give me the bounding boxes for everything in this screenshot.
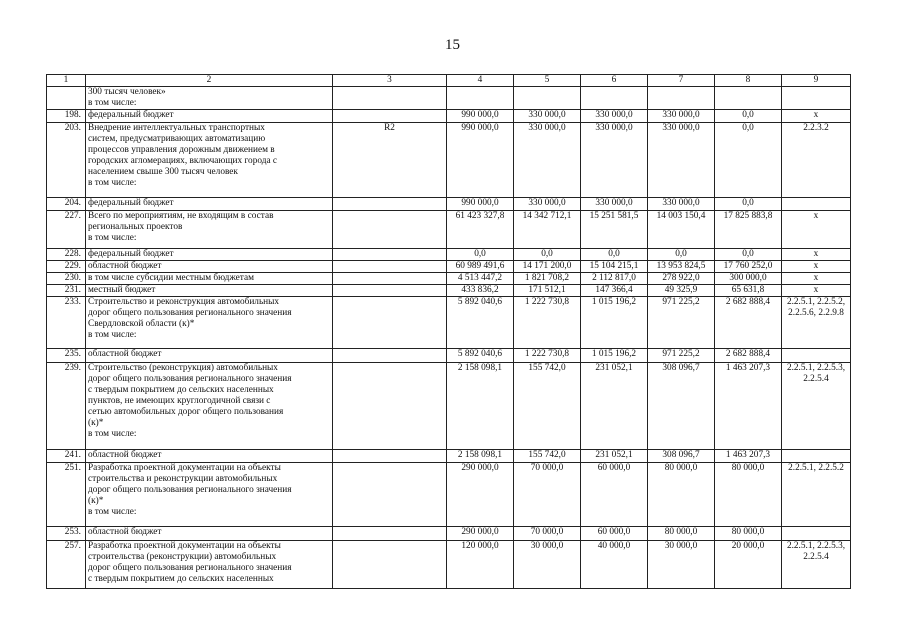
row-total: 290 000,0 — [447, 463, 514, 527]
header-col-1: 1 — [47, 75, 86, 87]
row-name — [86, 198, 333, 211]
row-year-1: 0,0 — [514, 249, 581, 261]
row-name-line: Разработка проектной документации на объекты — [88, 541, 281, 551]
row-code — [333, 349, 447, 363]
row-code — [333, 198, 447, 211]
row-code — [333, 87, 447, 110]
row-target-ref: x — [782, 273, 851, 285]
row-name-line: городских агломерациях, включающих города с — [88, 156, 278, 166]
row-year-4: 2 682 888,4 — [715, 349, 782, 363]
header-col-8: 8 — [715, 75, 782, 87]
row-year-1: 155 742,0 — [514, 363, 581, 450]
row-name-line: с твердым покрытием до сельских населенных — [88, 574, 274, 584]
row-number: 229. — [47, 261, 86, 273]
row-name-line: Строительство и реконструкция автомобильных — [88, 297, 280, 307]
row-year-4: 20 000,0 — [715, 541, 782, 589]
row-name-line: в том числе: — [88, 330, 137, 340]
row-target-ref: 2.2.5.1, 2.2.5.2 — [782, 463, 851, 527]
row-number: 227. — [47, 211, 86, 249]
row-total: 60 989 491,6 — [447, 261, 514, 273]
row-name-line: в том числе: — [88, 98, 137, 108]
row-name — [86, 541, 333, 589]
row-code: R2 — [333, 123, 447, 198]
row-year-1: 70 000,0 — [514, 463, 581, 527]
row-year-1: 171 512,1 — [514, 285, 581, 297]
row-name-line: в том числе субсидии местным бюджетам — [88, 273, 254, 283]
row-year-3: 330 000,0 — [648, 198, 715, 211]
row-year-3: 971 225,2 — [648, 349, 715, 363]
table-row — [47, 527, 851, 541]
row-year-1: 14 342 712,1 — [514, 211, 581, 249]
row-year-1: 30 000,0 — [514, 541, 581, 589]
table-row — [47, 273, 851, 285]
row-year-3: 971 225,2 — [648, 297, 715, 349]
table-body — [47, 87, 851, 589]
row-number: 257. — [47, 541, 86, 589]
row-name-line: областной бюджет — [88, 261, 162, 271]
row-year-3: 30 000,0 — [648, 541, 715, 589]
row-name — [86, 273, 333, 285]
row-year-4: 1 463 207,3 — [715, 363, 782, 450]
row-number: 233. — [47, 297, 86, 349]
row-name-line: 300 тысяч человек» — [88, 87, 166, 97]
row-code — [333, 363, 447, 450]
row-number: 253. — [47, 527, 86, 541]
row-name-line: Свердловской области (к)* — [88, 319, 195, 329]
row-year-1: 330 000,0 — [514, 110, 581, 123]
row-year-2: 147 366,4 — [581, 285, 648, 297]
row-name-line: местный бюджет — [88, 285, 156, 295]
row-name — [86, 261, 333, 273]
row-target-ref: 2.2.5.1, 2.2.5.2, 2.2.5.6, 2.2.9.8 — [782, 297, 851, 349]
row-name-line: в том числе: — [88, 178, 137, 188]
row-year-2: 330 000,0 — [581, 198, 648, 211]
header-col-4: 4 — [447, 75, 514, 87]
table-row — [47, 450, 851, 463]
row-name-line: (к)* — [88, 496, 104, 506]
row-year-1: 1 222 730,8 — [514, 297, 581, 349]
row-name-line: областной бюджет — [88, 450, 162, 460]
row-year-3: 49 325,9 — [648, 285, 715, 297]
row-target-ref: x — [782, 211, 851, 249]
row-year-2: 15 251 581,5 — [581, 211, 648, 249]
row-number: 231. — [47, 285, 86, 297]
table-row — [47, 110, 851, 123]
table-row — [47, 349, 851, 363]
row-total: 990 000,0 — [447, 198, 514, 211]
row-target-ref — [782, 527, 851, 541]
row-name-line: федеральный бюджет — [88, 249, 174, 259]
header-col-5: 5 — [514, 75, 581, 87]
row-code — [333, 297, 447, 349]
row-year-3: 14 003 150,4 — [648, 211, 715, 249]
row-code — [333, 273, 447, 285]
row-year-1: 1 222 730,8 — [514, 349, 581, 363]
row-name — [86, 110, 333, 123]
row-number: 251. — [47, 463, 86, 527]
row-year-3: 80 000,0 — [648, 463, 715, 527]
row-name-line: процессов управления дорожным движением в — [88, 145, 275, 155]
row-name-line: региональных проектов — [88, 222, 183, 232]
row-name-line: населением свыше 300 тысяч человек — [88, 167, 238, 177]
row-year-4: 0,0 — [715, 198, 782, 211]
row-code — [333, 110, 447, 123]
row-total: 61 423 327,8 — [447, 211, 514, 249]
row-code — [333, 261, 447, 273]
row-name-line: в том числе: — [88, 429, 137, 439]
row-year-2: 330 000,0 — [581, 123, 648, 198]
row-total: 2 158 098,1 — [447, 450, 514, 463]
row-year-4: 1 463 207,3 — [715, 450, 782, 463]
budget-table — [46, 74, 851, 589]
row-code — [333, 211, 447, 249]
row-name-line: в том числе: — [88, 233, 137, 243]
row-code — [333, 285, 447, 297]
row-target-ref: 2.2.3.2 — [782, 123, 851, 198]
page-number: 15 — [445, 37, 460, 53]
table-row — [47, 87, 851, 110]
table-row — [47, 261, 851, 273]
table-row — [47, 463, 851, 527]
row-name — [86, 123, 333, 198]
row-name — [86, 349, 333, 363]
row-year-3 — [648, 87, 715, 110]
row-number: 198. — [47, 110, 86, 123]
row-year-2: 231 052,1 — [581, 450, 648, 463]
row-target-ref: 2.2.5.1, 2.2.5.3, 2.2.5.4 — [782, 363, 851, 450]
row-number: 228. — [47, 249, 86, 261]
table-row — [47, 211, 851, 249]
row-total: 4 513 447,2 — [447, 273, 514, 285]
table-header-row — [47, 75, 851, 87]
row-year-3: 13 953 824,5 — [648, 261, 715, 273]
row-year-4: 80 000,0 — [715, 463, 782, 527]
table-row — [47, 249, 851, 261]
row-name-line: дорог общего пользования регионального значения — [88, 485, 292, 495]
row-name-line: дорог общего пользования регионального значения — [88, 563, 292, 573]
row-year-2: 1 015 196,2 — [581, 349, 648, 363]
row-name — [86, 527, 333, 541]
row-year-4: 2 682 888,4 — [715, 297, 782, 349]
row-target-ref: x — [782, 110, 851, 123]
row-total — [447, 87, 514, 110]
row-name — [86, 211, 333, 249]
row-total: 290 000,0 — [447, 527, 514, 541]
row-total: 120 000,0 — [447, 541, 514, 589]
row-target-ref — [782, 349, 851, 363]
row-year-2: 0,0 — [581, 249, 648, 261]
row-target-ref — [782, 450, 851, 463]
row-year-1: 330 000,0 — [514, 123, 581, 198]
row-name — [86, 363, 333, 450]
row-year-1: 330 000,0 — [514, 198, 581, 211]
row-year-2: 330 000,0 — [581, 110, 648, 123]
row-total: 990 000,0 — [447, 123, 514, 198]
row-name — [86, 450, 333, 463]
row-name-line: (к)* — [88, 418, 104, 428]
row-year-3: 0,0 — [648, 249, 715, 261]
row-target-ref: 2.2.5.1, 2.2.5.3, 2.2.5.4 — [782, 541, 851, 589]
row-name — [86, 285, 333, 297]
row-name-line: дорог общего пользования регионального значения — [88, 374, 292, 384]
row-year-1: 155 742,0 — [514, 450, 581, 463]
row-year-4: 17 825 883,8 — [715, 211, 782, 249]
table-row — [47, 297, 851, 349]
table-row — [47, 363, 851, 450]
row-total: 0,0 — [447, 249, 514, 261]
row-year-2: 2 112 817,0 — [581, 273, 648, 285]
row-year-4: 300 000,0 — [715, 273, 782, 285]
row-code — [333, 249, 447, 261]
row-name-line: пунктов, не имеющих круглогодичной связи с — [88, 396, 271, 406]
header-col-7: 7 — [648, 75, 715, 87]
row-year-4: 80 000,0 — [715, 527, 782, 541]
table-row — [47, 198, 851, 211]
header-col-9: 9 — [782, 75, 851, 87]
row-year-2: 231 052,1 — [581, 363, 648, 450]
table-row — [47, 285, 851, 297]
row-total: 5 892 040,6 — [447, 297, 514, 349]
row-number: 204. — [47, 198, 86, 211]
row-year-3: 308 096,7 — [648, 363, 715, 450]
header-col-6: 6 — [581, 75, 648, 87]
row-number: 203. — [47, 123, 86, 198]
row-target-ref: x — [782, 249, 851, 261]
row-name-line: областной бюджет — [88, 349, 162, 359]
row-name-line: систем, предусматривающих автоматизацию — [88, 134, 266, 144]
row-name-line: федеральный бюджет — [88, 110, 174, 120]
table-row — [47, 123, 851, 198]
header-col-3: 3 — [333, 75, 447, 87]
row-year-1: 1 821 708,2 — [514, 273, 581, 285]
row-name-line: Внедрение интеллектуальных транспортных — [88, 123, 265, 133]
row-total: 990 000,0 — [447, 110, 514, 123]
row-total: 2 158 098,1 — [447, 363, 514, 450]
row-name-line: Всего по мероприятиям, не входящим в состав — [88, 211, 274, 221]
row-code — [333, 527, 447, 541]
table-row — [47, 541, 851, 589]
row-year-2: 40 000,0 — [581, 541, 648, 589]
row-year-2: 60 000,0 — [581, 463, 648, 527]
row-year-1 — [514, 87, 581, 110]
row-year-2: 15 104 215,1 — [581, 261, 648, 273]
row-name-line: в том числе: — [88, 507, 137, 517]
row-name-line: строительства и реконструкции автомобильных — [88, 474, 278, 484]
row-total: 5 892 040,6 — [447, 349, 514, 363]
row-name-line: с твердым покрытием до сельских населенных — [88, 385, 274, 395]
row-name — [86, 249, 333, 261]
row-target-ref — [782, 198, 851, 211]
row-year-2 — [581, 87, 648, 110]
row-year-4 — [715, 87, 782, 110]
row-number: 235. — [47, 349, 86, 363]
row-name — [86, 463, 333, 527]
row-name — [86, 87, 333, 110]
row-code — [333, 541, 447, 589]
row-name-line: строительства (реконструкции) автомобильных — [88, 552, 277, 562]
row-code — [333, 450, 447, 463]
header-col-2: 2 — [86, 75, 333, 87]
row-target-ref: x — [782, 261, 851, 273]
row-code — [333, 463, 447, 527]
row-target-ref: x — [782, 285, 851, 297]
row-year-3: 80 000,0 — [648, 527, 715, 541]
row-name — [86, 297, 333, 349]
row-year-2: 60 000,0 — [581, 527, 648, 541]
row-number: 241. — [47, 450, 86, 463]
row-number — [47, 87, 86, 110]
row-target-ref — [782, 87, 851, 110]
row-total: 433 836,2 — [447, 285, 514, 297]
row-year-3: 308 096,7 — [648, 450, 715, 463]
row-year-4: 0,0 — [715, 123, 782, 198]
row-name-line: Разработка проектной документации на объекты — [88, 463, 281, 473]
row-year-4: 65 631,8 — [715, 285, 782, 297]
row-year-3: 278 922,0 — [648, 273, 715, 285]
row-year-3: 330 000,0 — [648, 110, 715, 123]
row-year-3: 330 000,0 — [648, 123, 715, 198]
row-year-4: 0,0 — [715, 110, 782, 123]
row-name-line: сетью автомобильных дорог общего пользования — [88, 407, 284, 417]
row-name-line: областной бюджет — [88, 527, 162, 537]
row-number: 230. — [47, 273, 86, 285]
row-year-1: 14 171 200,0 — [514, 261, 581, 273]
row-year-1: 70 000,0 — [514, 527, 581, 541]
row-name-line: дорог общего пользования регионального значения — [88, 308, 292, 318]
row-year-2: 1 015 196,2 — [581, 297, 648, 349]
row-number: 239. — [47, 363, 86, 450]
row-name-line: Строительство (реконструкция) автомобильных — [88, 363, 278, 373]
row-year-4: 0,0 — [715, 249, 782, 261]
row-name-line: федеральный бюджет — [88, 198, 174, 208]
row-year-4: 17 760 252,0 — [715, 261, 782, 273]
